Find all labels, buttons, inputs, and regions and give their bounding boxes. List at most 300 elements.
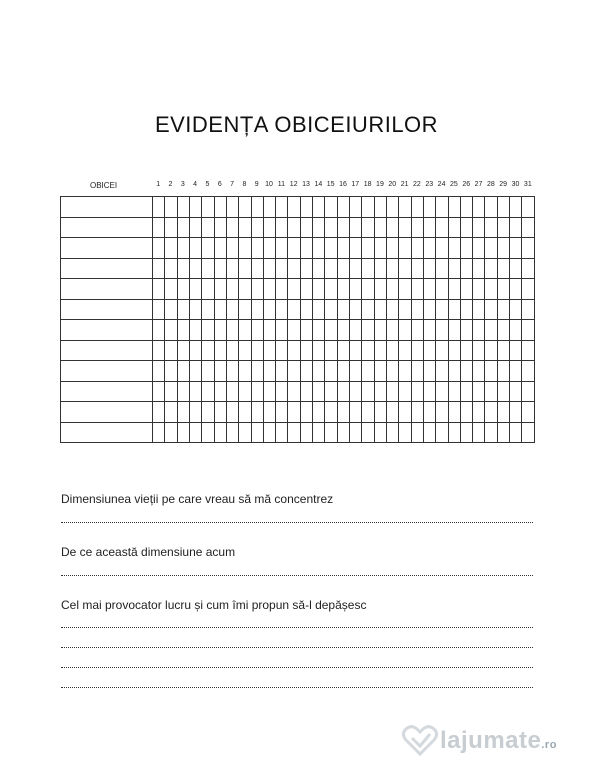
day-check-cell[interactable] xyxy=(510,197,522,218)
day-check-cell[interactable] xyxy=(460,340,472,361)
day-check-cell[interactable] xyxy=(153,381,165,402)
day-check-cell[interactable] xyxy=(497,361,509,382)
day-check-cell[interactable] xyxy=(362,238,374,259)
day-check-cell[interactable] xyxy=(300,320,312,341)
day-check-cell[interactable] xyxy=(423,299,435,320)
day-check-cell[interactable] xyxy=(263,381,275,402)
day-check-cell[interactable] xyxy=(485,320,497,341)
day-check-cell[interactable] xyxy=(239,258,251,279)
day-check-cell[interactable] xyxy=(399,217,411,238)
day-check-cell[interactable] xyxy=(423,279,435,300)
day-check-cell[interactable] xyxy=(411,197,423,218)
day-check-cell[interactable] xyxy=(386,361,398,382)
day-check-cell[interactable] xyxy=(497,279,509,300)
habit-name-cell[interactable] xyxy=(61,320,153,341)
day-check-cell[interactable] xyxy=(325,361,337,382)
day-check-cell[interactable] xyxy=(350,422,362,443)
day-check-cell[interactable] xyxy=(276,381,288,402)
day-check-cell[interactable] xyxy=(460,197,472,218)
day-check-cell[interactable] xyxy=(436,238,448,259)
day-check-cell[interactable] xyxy=(202,402,214,423)
day-check-cell[interactable] xyxy=(485,422,497,443)
day-check-cell[interactable] xyxy=(436,279,448,300)
day-check-cell[interactable] xyxy=(436,299,448,320)
day-check-cell[interactable] xyxy=(288,258,300,279)
day-check-cell[interactable] xyxy=(239,217,251,238)
day-check-cell[interactable] xyxy=(448,361,460,382)
day-check-cell[interactable] xyxy=(263,238,275,259)
day-check-cell[interactable] xyxy=(226,402,238,423)
day-check-cell[interactable] xyxy=(473,422,485,443)
day-check-cell[interactable] xyxy=(485,238,497,259)
day-check-cell[interactable] xyxy=(399,381,411,402)
day-check-cell[interactable] xyxy=(263,340,275,361)
day-check-cell[interactable] xyxy=(399,361,411,382)
day-check-cell[interactable] xyxy=(374,197,386,218)
day-check-cell[interactable] xyxy=(448,217,460,238)
day-check-cell[interactable] xyxy=(497,217,509,238)
day-check-cell[interactable] xyxy=(473,402,485,423)
day-check-cell[interactable] xyxy=(485,361,497,382)
habit-name-cell[interactable] xyxy=(61,279,153,300)
day-check-cell[interactable] xyxy=(448,238,460,259)
day-check-cell[interactable] xyxy=(226,320,238,341)
day-check-cell[interactable] xyxy=(325,279,337,300)
day-check-cell[interactable] xyxy=(423,258,435,279)
day-check-cell[interactable] xyxy=(202,340,214,361)
day-check-cell[interactable] xyxy=(436,381,448,402)
day-check-cell[interactable] xyxy=(362,299,374,320)
day-check-cell[interactable] xyxy=(214,258,226,279)
day-check-cell[interactable] xyxy=(313,279,325,300)
day-check-cell[interactable] xyxy=(177,258,189,279)
day-check-cell[interactable] xyxy=(313,299,325,320)
day-check-cell[interactable] xyxy=(214,279,226,300)
day-check-cell[interactable] xyxy=(350,299,362,320)
day-check-cell[interactable] xyxy=(288,299,300,320)
day-check-cell[interactable] xyxy=(300,197,312,218)
day-check-cell[interactable] xyxy=(165,320,177,341)
day-check-cell[interactable] xyxy=(263,258,275,279)
day-check-cell[interactable] xyxy=(485,299,497,320)
day-check-cell[interactable] xyxy=(350,381,362,402)
day-check-cell[interactable] xyxy=(214,340,226,361)
day-check-cell[interactable] xyxy=(350,197,362,218)
day-check-cell[interactable] xyxy=(337,402,349,423)
day-check-cell[interactable] xyxy=(153,361,165,382)
day-check-cell[interactable] xyxy=(522,217,534,238)
day-check-cell[interactable] xyxy=(510,238,522,259)
day-check-cell[interactable] xyxy=(153,258,165,279)
day-check-cell[interactable] xyxy=(411,320,423,341)
day-check-cell[interactable] xyxy=(189,340,201,361)
day-check-cell[interactable] xyxy=(386,299,398,320)
day-check-cell[interactable] xyxy=(325,238,337,259)
day-check-cell[interactable] xyxy=(374,279,386,300)
day-check-cell[interactable] xyxy=(374,402,386,423)
day-check-cell[interactable] xyxy=(411,361,423,382)
day-check-cell[interactable] xyxy=(448,422,460,443)
day-check-cell[interactable] xyxy=(423,238,435,259)
day-check-cell[interactable] xyxy=(362,279,374,300)
day-check-cell[interactable] xyxy=(165,402,177,423)
day-check-cell[interactable] xyxy=(313,320,325,341)
day-check-cell[interactable] xyxy=(411,238,423,259)
habit-name-cell[interactable] xyxy=(61,217,153,238)
habit-name-cell[interactable] xyxy=(61,422,153,443)
day-check-cell[interactable] xyxy=(497,258,509,279)
answer-line[interactable] xyxy=(61,687,533,688)
day-check-cell[interactable] xyxy=(374,299,386,320)
day-check-cell[interactable] xyxy=(300,361,312,382)
day-check-cell[interactable] xyxy=(202,422,214,443)
day-check-cell[interactable] xyxy=(362,197,374,218)
day-check-cell[interactable] xyxy=(436,217,448,238)
day-check-cell[interactable] xyxy=(202,320,214,341)
day-check-cell[interactable] xyxy=(251,422,263,443)
day-check-cell[interactable] xyxy=(448,279,460,300)
day-check-cell[interactable] xyxy=(448,258,460,279)
day-check-cell[interactable] xyxy=(522,422,534,443)
day-check-cell[interactable] xyxy=(510,422,522,443)
day-check-cell[interactable] xyxy=(165,238,177,259)
day-check-cell[interactable] xyxy=(423,381,435,402)
day-check-cell[interactable] xyxy=(362,381,374,402)
day-check-cell[interactable] xyxy=(522,320,534,341)
habit-name-cell[interactable] xyxy=(61,340,153,361)
day-check-cell[interactable] xyxy=(522,361,534,382)
day-check-cell[interactable] xyxy=(189,320,201,341)
day-check-cell[interactable] xyxy=(350,320,362,341)
day-check-cell[interactable] xyxy=(411,279,423,300)
day-check-cell[interactable] xyxy=(214,238,226,259)
day-check-cell[interactable] xyxy=(276,340,288,361)
day-check-cell[interactable] xyxy=(153,299,165,320)
day-check-cell[interactable] xyxy=(251,299,263,320)
day-check-cell[interactable] xyxy=(214,320,226,341)
day-check-cell[interactable] xyxy=(497,340,509,361)
day-check-cell[interactable] xyxy=(251,217,263,238)
day-check-cell[interactable] xyxy=(460,258,472,279)
day-check-cell[interactable] xyxy=(300,238,312,259)
day-check-cell[interactable] xyxy=(460,381,472,402)
day-check-cell[interactable] xyxy=(448,340,460,361)
day-check-cell[interactable] xyxy=(202,258,214,279)
day-check-cell[interactable] xyxy=(177,320,189,341)
day-check-cell[interactable] xyxy=(276,402,288,423)
day-check-cell[interactable] xyxy=(325,402,337,423)
day-check-cell[interactable] xyxy=(288,217,300,238)
day-check-cell[interactable] xyxy=(522,279,534,300)
day-check-cell[interactable] xyxy=(411,381,423,402)
day-check-cell[interactable] xyxy=(239,238,251,259)
day-check-cell[interactable] xyxy=(473,197,485,218)
day-check-cell[interactable] xyxy=(239,197,251,218)
day-check-cell[interactable] xyxy=(423,340,435,361)
day-check-cell[interactable] xyxy=(497,238,509,259)
habit-name-cell[interactable] xyxy=(61,361,153,382)
day-check-cell[interactable] xyxy=(362,402,374,423)
day-check-cell[interactable] xyxy=(423,217,435,238)
day-check-cell[interactable] xyxy=(386,340,398,361)
day-check-cell[interactable] xyxy=(473,381,485,402)
day-check-cell[interactable] xyxy=(226,361,238,382)
day-check-cell[interactable] xyxy=(522,381,534,402)
day-check-cell[interactable] xyxy=(263,279,275,300)
day-check-cell[interactable] xyxy=(337,238,349,259)
day-check-cell[interactable] xyxy=(226,299,238,320)
day-check-cell[interactable] xyxy=(362,422,374,443)
day-check-cell[interactable] xyxy=(374,381,386,402)
day-check-cell[interactable] xyxy=(189,299,201,320)
day-check-cell[interactable] xyxy=(337,422,349,443)
habit-name-cell[interactable] xyxy=(61,299,153,320)
day-check-cell[interactable] xyxy=(239,361,251,382)
day-check-cell[interactable] xyxy=(313,340,325,361)
day-check-cell[interactable] xyxy=(239,402,251,423)
day-check-cell[interactable] xyxy=(497,320,509,341)
day-check-cell[interactable] xyxy=(226,279,238,300)
day-check-cell[interactable] xyxy=(325,320,337,341)
day-check-cell[interactable] xyxy=(214,299,226,320)
day-check-cell[interactable] xyxy=(411,217,423,238)
day-check-cell[interactable] xyxy=(313,381,325,402)
day-check-cell[interactable] xyxy=(276,217,288,238)
day-check-cell[interactable] xyxy=(386,258,398,279)
day-check-cell[interactable] xyxy=(436,197,448,218)
day-check-cell[interactable] xyxy=(165,381,177,402)
day-check-cell[interactable] xyxy=(522,340,534,361)
day-check-cell[interactable] xyxy=(448,299,460,320)
day-check-cell[interactable] xyxy=(522,299,534,320)
habit-name-cell[interactable] xyxy=(61,258,153,279)
day-check-cell[interactable] xyxy=(165,422,177,443)
day-check-cell[interactable] xyxy=(386,320,398,341)
day-check-cell[interactable] xyxy=(510,299,522,320)
day-check-cell[interactable] xyxy=(460,422,472,443)
day-check-cell[interactable] xyxy=(485,402,497,423)
day-check-cell[interactable] xyxy=(313,361,325,382)
day-check-cell[interactable] xyxy=(473,320,485,341)
day-check-cell[interactable] xyxy=(386,381,398,402)
day-check-cell[interactable] xyxy=(189,238,201,259)
day-check-cell[interactable] xyxy=(177,197,189,218)
day-check-cell[interactable] xyxy=(337,340,349,361)
answer-line[interactable] xyxy=(61,627,533,628)
day-check-cell[interactable] xyxy=(300,258,312,279)
day-check-cell[interactable] xyxy=(436,422,448,443)
day-check-cell[interactable] xyxy=(473,340,485,361)
day-check-cell[interactable] xyxy=(448,402,460,423)
day-check-cell[interactable] xyxy=(153,340,165,361)
day-check-cell[interactable] xyxy=(325,340,337,361)
day-check-cell[interactable] xyxy=(510,320,522,341)
day-check-cell[interactable] xyxy=(239,299,251,320)
day-check-cell[interactable] xyxy=(214,217,226,238)
day-check-cell[interactable] xyxy=(153,238,165,259)
day-check-cell[interactable] xyxy=(226,258,238,279)
day-check-cell[interactable] xyxy=(485,217,497,238)
day-check-cell[interactable] xyxy=(177,402,189,423)
day-check-cell[interactable] xyxy=(399,197,411,218)
day-check-cell[interactable] xyxy=(177,381,189,402)
day-check-cell[interactable] xyxy=(497,299,509,320)
day-check-cell[interactable] xyxy=(177,217,189,238)
day-check-cell[interactable] xyxy=(288,361,300,382)
day-check-cell[interactable] xyxy=(362,258,374,279)
day-check-cell[interactable] xyxy=(288,422,300,443)
day-check-cell[interactable] xyxy=(226,217,238,238)
day-check-cell[interactable] xyxy=(325,381,337,402)
day-check-cell[interactable] xyxy=(300,402,312,423)
day-check-cell[interactable] xyxy=(399,340,411,361)
day-check-cell[interactable] xyxy=(226,238,238,259)
day-check-cell[interactable] xyxy=(177,279,189,300)
day-check-cell[interactable] xyxy=(510,279,522,300)
day-check-cell[interactable] xyxy=(460,361,472,382)
day-check-cell[interactable] xyxy=(189,381,201,402)
day-check-cell[interactable] xyxy=(411,422,423,443)
day-check-cell[interactable] xyxy=(510,217,522,238)
answer-line[interactable] xyxy=(61,575,533,576)
day-check-cell[interactable] xyxy=(177,361,189,382)
day-check-cell[interactable] xyxy=(313,197,325,218)
day-check-cell[interactable] xyxy=(386,422,398,443)
day-check-cell[interactable] xyxy=(374,422,386,443)
day-check-cell[interactable] xyxy=(165,279,177,300)
day-check-cell[interactable] xyxy=(460,279,472,300)
day-check-cell[interactable] xyxy=(374,217,386,238)
day-check-cell[interactable] xyxy=(337,381,349,402)
habit-name-cell[interactable] xyxy=(61,197,153,218)
day-check-cell[interactable] xyxy=(497,402,509,423)
day-check-cell[interactable] xyxy=(165,361,177,382)
day-check-cell[interactable] xyxy=(276,299,288,320)
day-check-cell[interactable] xyxy=(436,361,448,382)
day-check-cell[interactable] xyxy=(189,422,201,443)
day-check-cell[interactable] xyxy=(497,197,509,218)
day-check-cell[interactable] xyxy=(350,238,362,259)
day-check-cell[interactable] xyxy=(399,299,411,320)
day-check-cell[interactable] xyxy=(288,402,300,423)
day-check-cell[interactable] xyxy=(510,361,522,382)
day-check-cell[interactable] xyxy=(263,197,275,218)
day-check-cell[interactable] xyxy=(239,381,251,402)
day-check-cell[interactable] xyxy=(226,422,238,443)
day-check-cell[interactable] xyxy=(386,279,398,300)
day-check-cell[interactable] xyxy=(300,340,312,361)
day-check-cell[interactable] xyxy=(350,340,362,361)
day-check-cell[interactable] xyxy=(300,299,312,320)
habit-name-cell[interactable] xyxy=(61,238,153,259)
day-check-cell[interactable] xyxy=(177,422,189,443)
day-check-cell[interactable] xyxy=(399,320,411,341)
day-check-cell[interactable] xyxy=(263,402,275,423)
day-check-cell[interactable] xyxy=(239,340,251,361)
day-check-cell[interactable] xyxy=(399,402,411,423)
day-check-cell[interactable] xyxy=(374,258,386,279)
day-check-cell[interactable] xyxy=(313,217,325,238)
day-check-cell[interactable] xyxy=(202,279,214,300)
day-check-cell[interactable] xyxy=(165,217,177,238)
day-check-cell[interactable] xyxy=(276,197,288,218)
day-check-cell[interactable] xyxy=(436,340,448,361)
day-check-cell[interactable] xyxy=(165,258,177,279)
day-check-cell[interactable] xyxy=(202,299,214,320)
day-check-cell[interactable] xyxy=(337,320,349,341)
day-check-cell[interactable] xyxy=(460,402,472,423)
day-check-cell[interactable] xyxy=(177,238,189,259)
day-check-cell[interactable] xyxy=(313,238,325,259)
day-check-cell[interactable] xyxy=(288,320,300,341)
day-check-cell[interactable] xyxy=(399,279,411,300)
day-check-cell[interactable] xyxy=(239,279,251,300)
day-check-cell[interactable] xyxy=(411,402,423,423)
day-check-cell[interactable] xyxy=(423,197,435,218)
day-check-cell[interactable] xyxy=(473,258,485,279)
day-check-cell[interactable] xyxy=(214,361,226,382)
day-check-cell[interactable] xyxy=(202,381,214,402)
habit-name-cell[interactable] xyxy=(61,402,153,423)
day-check-cell[interactable] xyxy=(386,402,398,423)
day-check-cell[interactable] xyxy=(399,258,411,279)
day-check-cell[interactable] xyxy=(239,320,251,341)
day-check-cell[interactable] xyxy=(386,197,398,218)
day-check-cell[interactable] xyxy=(300,381,312,402)
day-check-cell[interactable] xyxy=(522,402,534,423)
day-check-cell[interactable] xyxy=(337,258,349,279)
day-check-cell[interactable] xyxy=(337,217,349,238)
day-check-cell[interactable] xyxy=(460,238,472,259)
day-check-cell[interactable] xyxy=(202,197,214,218)
day-check-cell[interactable] xyxy=(189,258,201,279)
day-check-cell[interactable] xyxy=(362,320,374,341)
answer-line[interactable] xyxy=(61,647,533,648)
day-check-cell[interactable] xyxy=(411,258,423,279)
day-check-cell[interactable] xyxy=(153,422,165,443)
day-check-cell[interactable] xyxy=(473,299,485,320)
day-check-cell[interactable] xyxy=(399,422,411,443)
day-check-cell[interactable] xyxy=(399,238,411,259)
day-check-cell[interactable] xyxy=(423,422,435,443)
day-check-cell[interactable] xyxy=(251,238,263,259)
day-check-cell[interactable] xyxy=(153,217,165,238)
day-check-cell[interactable] xyxy=(288,238,300,259)
day-check-cell[interactable] xyxy=(153,402,165,423)
day-check-cell[interactable] xyxy=(263,320,275,341)
day-check-cell[interactable] xyxy=(226,381,238,402)
day-check-cell[interactable] xyxy=(485,279,497,300)
day-check-cell[interactable] xyxy=(263,299,275,320)
day-check-cell[interactable] xyxy=(374,361,386,382)
day-check-cell[interactable] xyxy=(436,402,448,423)
day-check-cell[interactable] xyxy=(374,340,386,361)
day-check-cell[interactable] xyxy=(300,279,312,300)
day-check-cell[interactable] xyxy=(436,320,448,341)
answer-line[interactable] xyxy=(61,522,533,523)
day-check-cell[interactable] xyxy=(263,217,275,238)
day-check-cell[interactable] xyxy=(313,422,325,443)
day-check-cell[interactable] xyxy=(460,320,472,341)
day-check-cell[interactable] xyxy=(411,340,423,361)
day-check-cell[interactable] xyxy=(251,340,263,361)
day-check-cell[interactable] xyxy=(386,217,398,238)
day-check-cell[interactable] xyxy=(165,197,177,218)
day-check-cell[interactable] xyxy=(337,299,349,320)
day-check-cell[interactable] xyxy=(485,340,497,361)
day-check-cell[interactable] xyxy=(202,238,214,259)
day-check-cell[interactable] xyxy=(473,361,485,382)
